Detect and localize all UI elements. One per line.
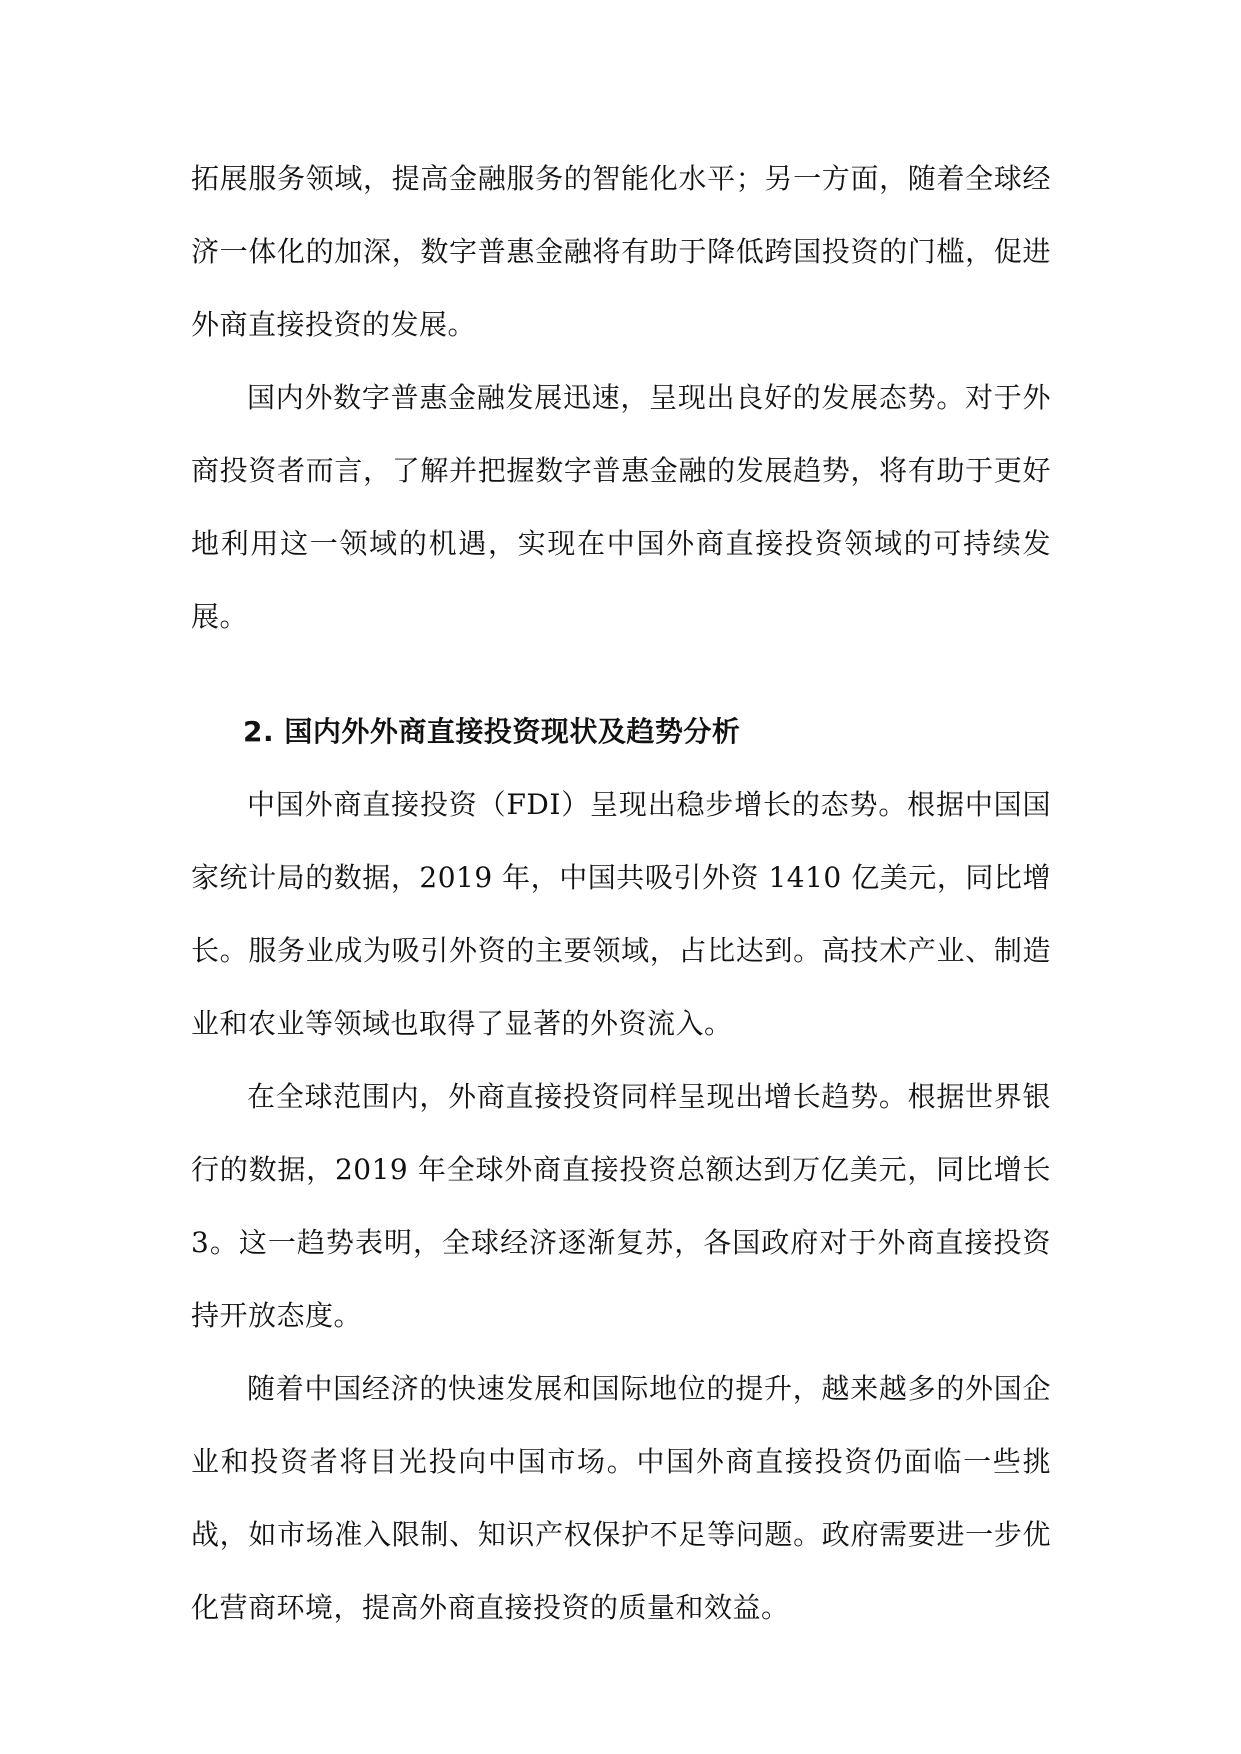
paragraph-challenges: 随着中国经济的快速发展和国际地位的提升，越来越多的外国企业和投资者将目光投向中国市场。中国外商直接投资仍面临一些挑战，如市场准入限制、知识产权保护不足等问题。政府需要进一步优化营商环境，提高外商直接投资的质量和效益。 [191,1372,1051,1624]
section-heading: 2. 国内外外商直接投资现状及趋势分析 [243,715,741,748]
paragraph-continuation: 拓展服务领域，提高金融服务的智能化水平；另一方面，随着全球经济一体化的加深，数字普惠金融将有助于降低跨国投资的门槛，促进外商直接投资的发展。 [191,162,1051,341]
paragraph-digital-finance-trend: 国内外数字普惠金融发展迅速，呈现出良好的发展态势。对于外商投资者而言，了解并把握数字普惠金融的发展趋势，将有助于更好地利用这一领域的机遇，实现在中国外商直接投资领域的可持续发展。 [191,381,1051,633]
paragraph-global-fdi: 在全球范围内，外商直接投资同样呈现出增长趋势。根据世界银行的数据，2019 年全球外商直接投资总额达到万亿美元，同比增长 3。这一趋势表明，全球经济逐渐复苏，各国政府对于外商直接投资持开放态度。 [191,1080,1051,1332]
paragraph-china-fdi: 中国外商直接投资（FDI）呈现出稳步增长的态势。根据中国国家统计局的数据，2019 年，中国共吸引外资 1410 亿美元，同比增长。服务业成为吸引外资的主要领域，占比达到。高技术产业、制造业和农业等领域也取得了显著的外资流入。 [191,788,1051,1040]
page-body [191,142,1051,1644]
